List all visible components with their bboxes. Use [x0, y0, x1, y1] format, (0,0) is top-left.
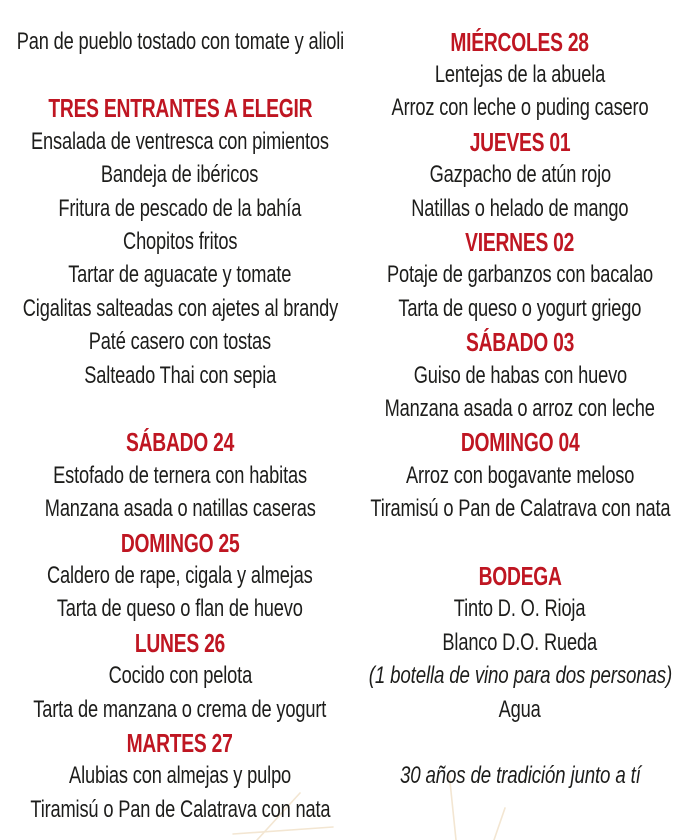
- menu-item-line: [2, 693, 358, 726]
- menu-item-line: [2, 192, 358, 225]
- menu-line-text: Estofado de ternera con habitas: [53, 461, 307, 489]
- menu-section-header: [344, 326, 696, 359]
- menu-line-text: Arroz con bogavante meloso: [405, 461, 635, 489]
- menu-item-line: [344, 392, 696, 425]
- menu-item-line: [2, 593, 358, 626]
- menu-line-text: BODEGA: [478, 560, 562, 591]
- menu-line-text: Chopitos fritos: [122, 228, 238, 256]
- menu-line-text: SÁBADO 03: [465, 327, 575, 358]
- menu-section-header: [344, 25, 696, 58]
- menu-item-line: [344, 192, 696, 225]
- menu-section-header: [2, 426, 358, 459]
- menu-line-text: Tarta de manzana o crema de yogurt: [33, 695, 327, 723]
- menu-line-text: DOMINGO 04: [460, 427, 580, 458]
- menu-line-text: Natillas o helado de mango: [411, 194, 629, 222]
- menu-column-right: [344, 25, 696, 793]
- menu-item-line: [2, 659, 358, 692]
- menu-line-text: Agua: [498, 695, 541, 723]
- menu-item-line: [344, 259, 696, 292]
- menu-item-line: [2, 225, 358, 258]
- menu-line-text: Bandeja de ibéricos: [101, 161, 259, 189]
- spacer-line: [344, 726, 696, 759]
- menu-note-line: [344, 760, 696, 793]
- menu-item-line: [2, 359, 358, 392]
- menu-item-line: [344, 359, 696, 392]
- menu-item-line: [344, 459, 696, 492]
- menu-line-text: Guiso de habas con huevo: [413, 361, 627, 389]
- menu-section-header: [2, 626, 358, 659]
- menu-line-text: VIERNES 02: [465, 227, 575, 258]
- menu-section-header: [344, 426, 696, 459]
- menu-line-text: Tiramisú o Pan de Calatrava con nata: [29, 795, 331, 823]
- menu-line-text: (1 botella de vino para dos personas): [368, 662, 672, 690]
- menu-line-text: Alubias con almejas y pulpo: [68, 762, 291, 790]
- menu-item-line: [344, 626, 696, 659]
- menu-line-text: Paté casero con tostas: [88, 328, 272, 356]
- menu-line-text: MARTES 27: [126, 727, 233, 758]
- menu-item-line: [2, 760, 358, 793]
- menu-item-line: [2, 259, 358, 292]
- menu-line-text: Manzana asada o arroz con leche: [384, 394, 656, 422]
- menu-item-line: [344, 593, 696, 626]
- menu-line-text: Blanco D.O. Rueda: [442, 628, 598, 656]
- menu-item-line: [2, 159, 358, 192]
- menu-section-header: [2, 92, 358, 125]
- menu-section-header: [2, 726, 358, 759]
- menu-line-text: LUNES 26: [134, 627, 226, 658]
- menu-item-line: [344, 492, 696, 525]
- menu-line-text: Arroz con leche o puding casero: [391, 94, 649, 122]
- menu-item-line: [2, 559, 358, 592]
- menu-line-text: Tarta de queso o yogurt griego: [398, 294, 642, 322]
- menu-line-text: 30 años de tradición junto a tí: [399, 762, 641, 790]
- menu-line-text: Tinto D. O. Rioja: [454, 595, 586, 623]
- menu-item-line: [344, 693, 696, 726]
- menu-line-text: Manzana asada o natillas caseras: [44, 495, 316, 523]
- menu-line-text: TRES ENTRANTES A ELEGIR: [48, 93, 312, 124]
- menu-line-text: SÁBADO 24: [125, 427, 235, 458]
- spacer-line: [2, 58, 358, 91]
- menu-section-header: [2, 526, 358, 559]
- menu-item-line: [344, 92, 696, 125]
- spacer-line: [344, 526, 696, 559]
- menu-item-line: [2, 292, 358, 325]
- menu-line-text: Fritura de pescado de la bahía: [58, 194, 302, 222]
- menu-line-text: Tiramisú o Pan de Calatrava con nata: [369, 495, 671, 523]
- spacer-line: [2, 392, 358, 425]
- menu-item-line: [344, 58, 696, 91]
- menu-line-text: MIÉRCOLES 28: [450, 26, 590, 57]
- menu-line-text: Cigalitas salteadas con ajetes al brandy: [22, 294, 338, 322]
- menu-item-line: [2, 326, 358, 359]
- menu-line-text: Salteado Thai con sepia: [84, 361, 276, 389]
- menu-note-line: [344, 659, 696, 692]
- menu-item-line: [344, 159, 696, 192]
- menu-item-line: [2, 459, 358, 492]
- menu-line-text: Lentejas de la abuela: [434, 61, 606, 89]
- menu-item-line: [2, 25, 358, 58]
- menu-section-header: [344, 559, 696, 592]
- menu-section-header: [344, 225, 696, 258]
- menu-section-header: [344, 125, 696, 158]
- menu-column-left: [2, 25, 358, 826]
- menu-line-text: Ensalada de ventresca con pimientos: [31, 127, 329, 155]
- menu-line-text: Tarta de queso o flan de huevo: [57, 595, 303, 623]
- menu-line-text: Potaje de garbanzos con bacalao: [386, 261, 654, 289]
- menu-line-text: JUEVES 01: [469, 126, 571, 157]
- menu-line-text: Gazpacho de atún rojo: [429, 161, 611, 189]
- menu-item-line: [344, 292, 696, 325]
- menu-line-text: Caldero de rape, cigala y almejas: [47, 561, 313, 589]
- menu-line-text: Cocido con pelota: [108, 662, 252, 690]
- menu-item-line: [2, 793, 358, 826]
- menu-line-text: Tartar de aguacate y tomate: [68, 261, 292, 289]
- menu-line-text: Pan de pueblo tostado con tomate y alioli: [16, 27, 344, 55]
- menu-item-line: [2, 492, 358, 525]
- menu-item-line: [2, 125, 358, 158]
- menu-line-text: DOMINGO 25: [120, 527, 240, 558]
